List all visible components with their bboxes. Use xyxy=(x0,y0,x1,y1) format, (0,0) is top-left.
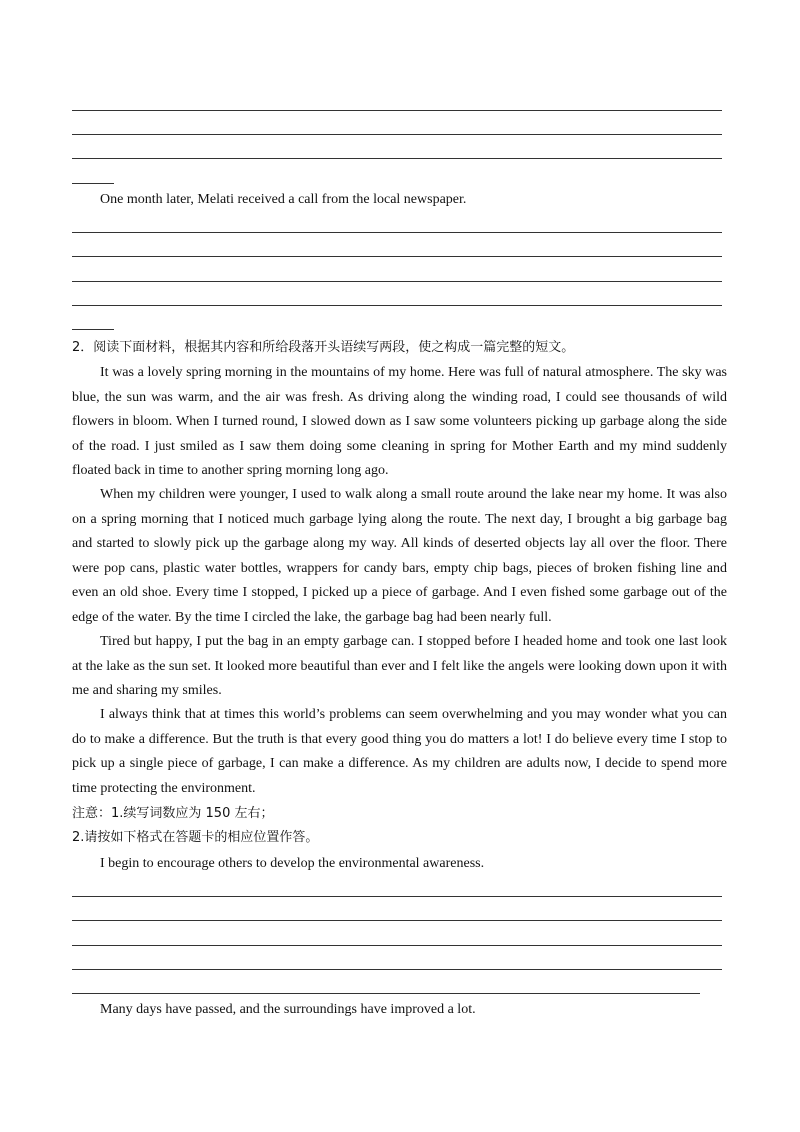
answer-line xyxy=(72,134,722,135)
paragraph-opening-line: I begin to encourage others to develop the environmental awareness. xyxy=(100,856,485,871)
story-paragraph-2: When my children were younger, I used to walk along a small route around the lake near my home. It was also on a spring morning that I noticed much garbage lying along the route. The next day, I brought a big garbage bag and started to slowly pick up the garbage along my way. All kinds of deserted objects lay all over the floor. There were pop cans, plastic water bottles, wrappers for candy bars, empty chip bags, pieces of broken fishing line and even an old shoe. Every time I stopped, I picked up a piece of garbage. And I even fished some garbage out of the edge of the water. By the time I circled the lake, the garbage bag had been nearly full. xyxy=(72,487,727,625)
answer-line xyxy=(72,158,722,159)
answer-line xyxy=(72,920,722,921)
note-word-count: 注意：1.续写词数应为 150 左右； xyxy=(72,806,274,821)
answer-line-short xyxy=(72,183,114,184)
answer-line xyxy=(72,110,722,111)
answer-line xyxy=(72,305,722,306)
story-paragraph-3: Tired but happy, I put the bag in an empty garbage can. I stopped before I headed home and took one last look at the lake as the sun set. It looked more beautiful than ever and I felt like the angels were looking down upon it with me and sharing my smiles. xyxy=(72,634,727,698)
answer-line xyxy=(72,993,700,994)
answer-line xyxy=(72,945,722,946)
paragraph-opening-line: One month later, Melati received a call from the local newspaper. xyxy=(100,192,467,207)
answer-line-short xyxy=(72,329,114,330)
answer-line xyxy=(72,256,722,257)
answer-line xyxy=(72,969,722,970)
story-paragraph-1: It was a lovely spring morning in the mountains of my home. Here was full of natural atmosphere. The sky was blue, the sun was warm, and the air was fresh. As driving along the winding road, I could see thousands of wild flowers in bloom. When I turned round, I slowed down as I saw some volunteers picking up garbage along the side of the road. I just smiled as I saw them doing some cleaning in spring for Mother Earth and my mind suddenly floated back in time to another spring morning long ago. xyxy=(72,365,727,478)
answer-line xyxy=(72,232,722,233)
note-format: 2.请按如下格式在答题卡的相应位置作答。 xyxy=(72,830,319,845)
answer-line xyxy=(72,896,722,897)
story-paragraph-4: I always think that at times this world’s problems can seem overwhelming and you may wonder what you can do to make a difference. But the truth is that every good thing you do matters a lot! I do believe every time I stop to pick up a single piece of garbage, I can make a difference. As my children are adults now, I decide to spend more time protecting the environment. xyxy=(72,707,727,796)
paragraph-opening-line: Many days have passed, and the surroundings have improved a lot. xyxy=(100,1002,476,1017)
answer-line xyxy=(72,281,722,282)
question-instruction: 2．阅读下面材料，根据其内容和所给段落开头语续写两段，使之构成一篇完整的短文。 xyxy=(72,340,575,355)
